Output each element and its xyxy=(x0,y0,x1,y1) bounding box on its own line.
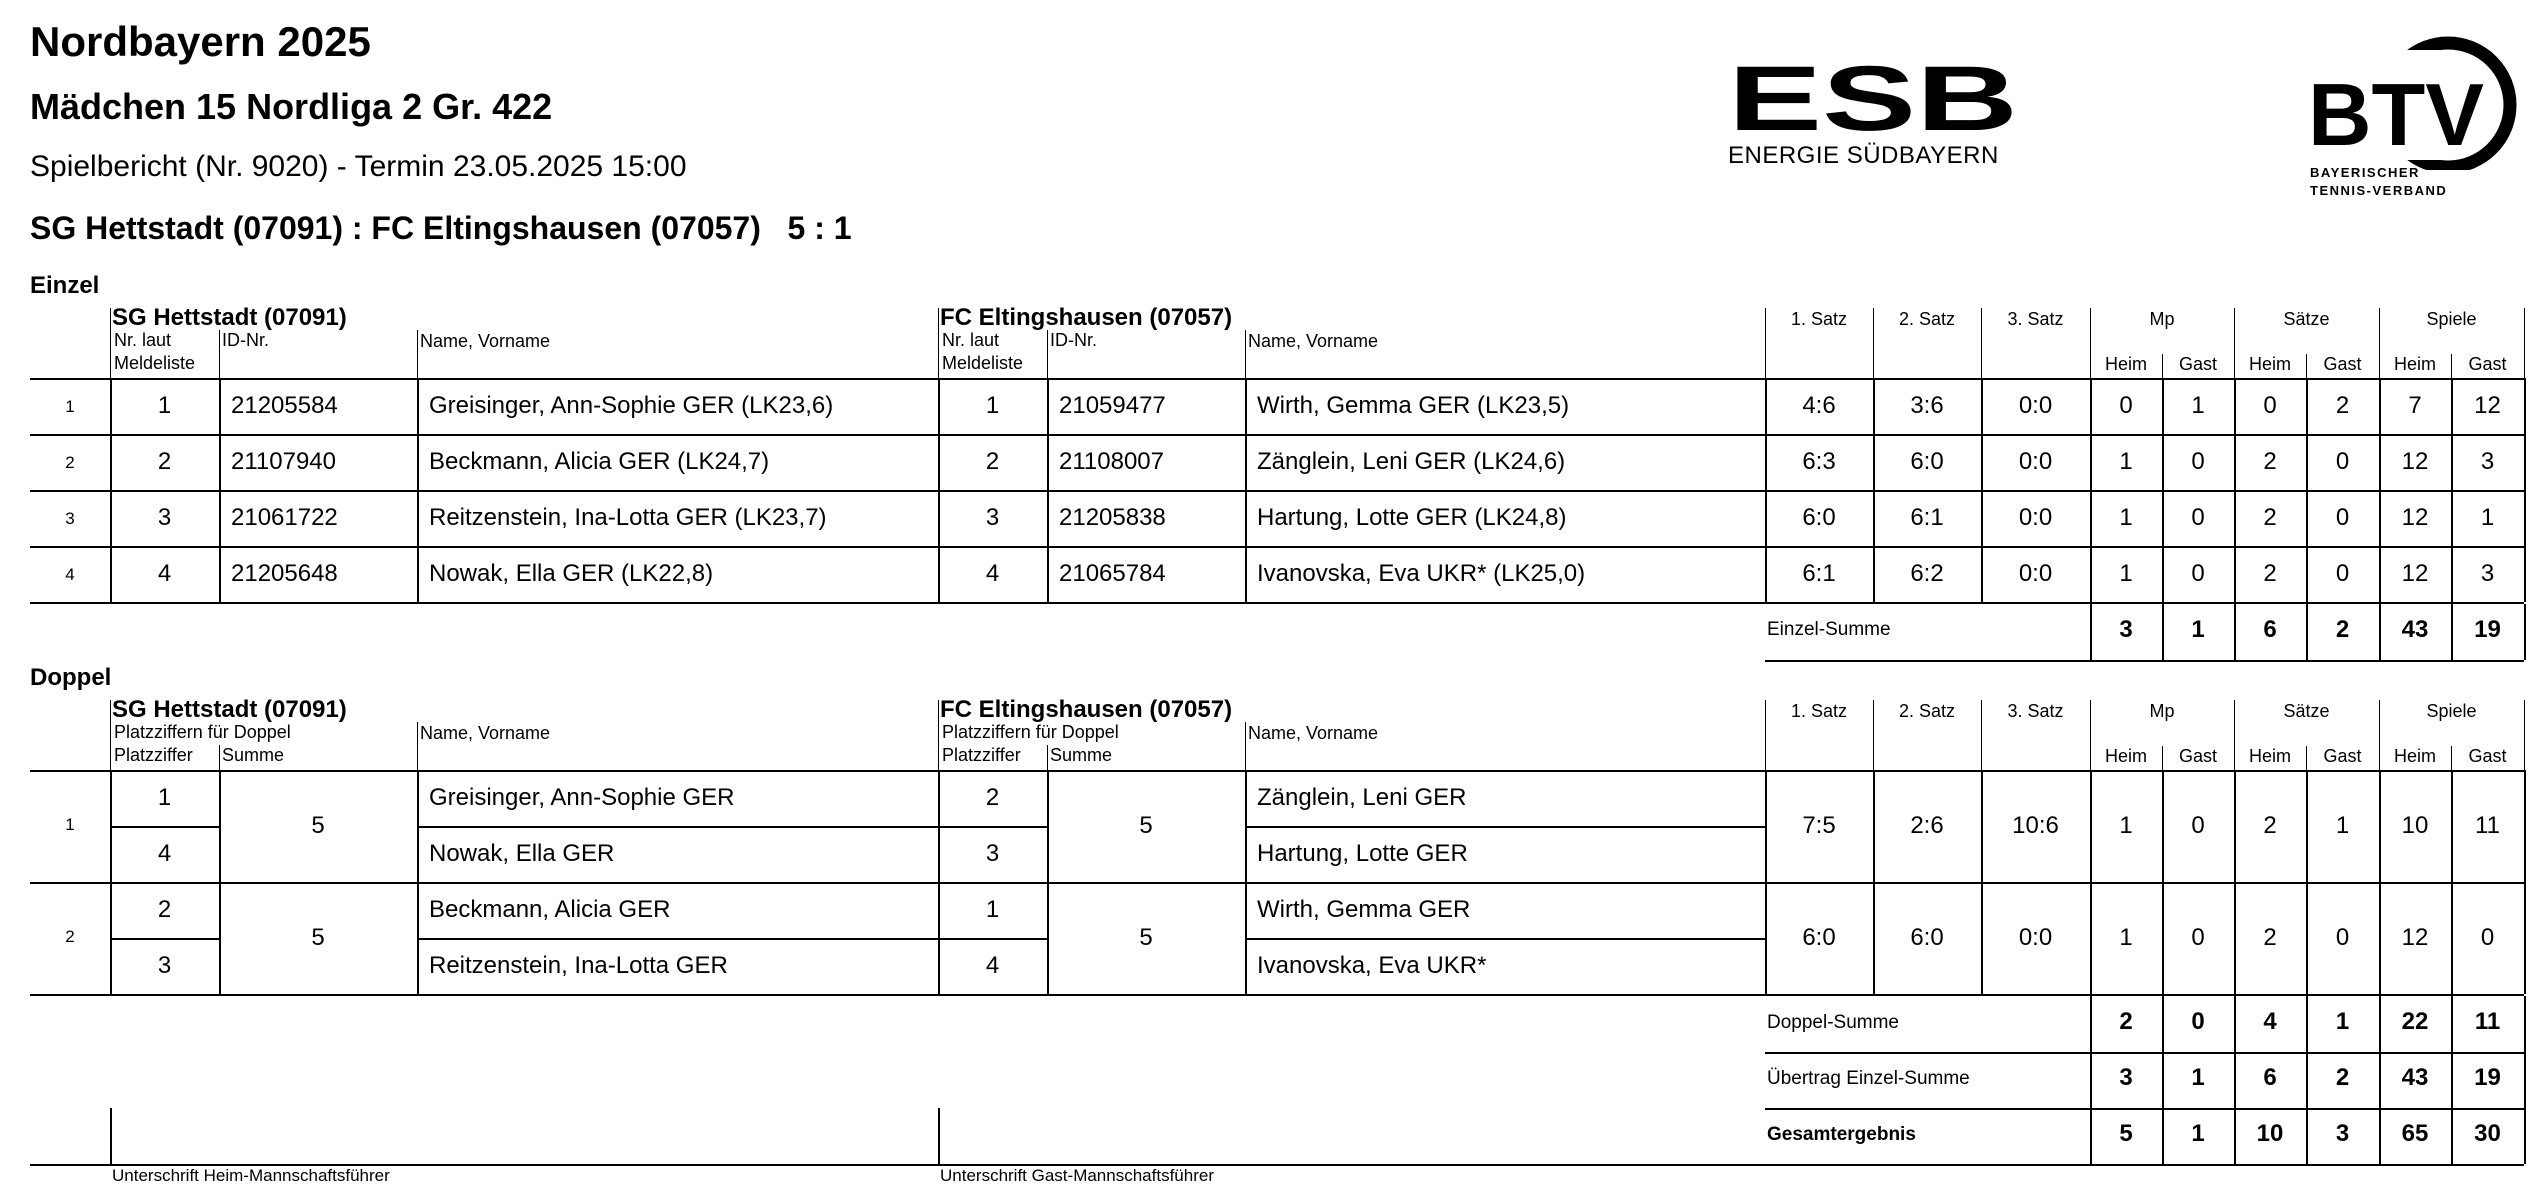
carry-label: Übertrag Einzel-Summe xyxy=(1767,1068,1970,1089)
doppel-cell-s1: 6:0 xyxy=(1802,924,1836,951)
carry-mp-g: 1 xyxy=(2191,1064,2205,1091)
einzel-sp-heim: Heim xyxy=(2393,354,2436,374)
einzel-cell-g-id: 21205838 xyxy=(1059,504,1166,531)
btv-line2: TENNIS-VERBAND xyxy=(2310,183,2448,198)
doppel-cell-h-name2: Nowak, Ella GER xyxy=(429,840,615,867)
doppel-g-pz-label: Platzziffer xyxy=(942,745,1021,765)
einzel-cell-mp-g: 0 xyxy=(2191,504,2205,531)
einzel-cell-g-name: Zänglein, Leni GER (LK24,6) xyxy=(1257,448,1566,475)
einzel-g-id-label: ID-Nr. xyxy=(1050,330,1097,350)
einzel-cell-s3: 0:0 xyxy=(2018,504,2053,531)
carry-sp-g: 19 xyxy=(2474,1064,2501,1091)
doppel-cell-sa-h: 2 xyxy=(2263,924,2277,951)
einzel-g-name-label: Name, Vorname xyxy=(1248,331,1379,351)
match-result: SG Hettstadt (07091) : FC Eltingshausen (07057) 5 : 1 xyxy=(30,210,852,246)
einzel-s1-label: 1. Satz xyxy=(1790,309,1848,329)
doppel-s3-label: 3. Satz xyxy=(2007,701,2064,721)
einzel-sum-sp-g: 19 xyxy=(2474,616,2501,643)
einzel-cell-sp-g: 3 xyxy=(2480,448,2495,475)
einzel-cell-h-id: 21107940 xyxy=(231,448,336,475)
einzel-sa-gast: Gast xyxy=(2323,354,2362,374)
doppel-sa-heim: Heim xyxy=(2248,746,2291,766)
doppel-cell-g-pz2: 3 xyxy=(985,840,1000,867)
esb-logo-text: ENERGIE SÜDBAYERN xyxy=(1728,142,1999,169)
doppel-cell-g-name2: Ivanovska, Eva UKR* xyxy=(1257,952,1487,979)
doppel-cell-h-sum: 5 xyxy=(311,812,325,839)
doppel-spiele-label: Spiele xyxy=(2426,701,2477,721)
einzel-cell-s2: 6:0 xyxy=(1910,448,1944,475)
einzel-cell-s2: 3:6 xyxy=(1910,392,1944,419)
doppel-cell-g-name1: Zänglein, Leni GER xyxy=(1257,784,1467,811)
doppel-cell-g-sum: 5 xyxy=(1139,924,1153,951)
einzel-cell-sa-g: 0 xyxy=(2335,504,2350,531)
doppel-cell-sp-g: 0 xyxy=(2480,924,2495,951)
total-mp-h: 5 xyxy=(2119,1120,2133,1147)
doppel-cell-sa-g: 0 xyxy=(2335,924,2350,951)
carry-sp-h: 43 xyxy=(2401,1064,2429,1091)
einzel-s2-label: 2. Satz xyxy=(1898,309,1956,329)
einzel-cell-h-id: 21205584 xyxy=(231,392,338,419)
einzel-cell-s1: 6:1 xyxy=(1802,560,1836,587)
einzel-sa-heim: Heim xyxy=(2248,354,2291,374)
einzel-cell-sa-g: 0 xyxy=(2335,448,2350,475)
total-sp-g: 30 xyxy=(2474,1120,2501,1147)
einzel-cell-g-name: Wirth, Gemma GER (LK23,5) xyxy=(1257,392,1570,419)
doppel-cell-h-pz1: 1 xyxy=(157,784,172,811)
doppel-mp-gast: Gast xyxy=(2178,746,2217,766)
doppel-g-pz-title: Platzziffern für Doppel xyxy=(942,722,1119,742)
doppel-sum-label: Doppel-Summe xyxy=(1767,1012,1899,1033)
doppel-g-name-label: Name, Vorname xyxy=(1248,723,1379,743)
einzel-cell-sa-g: 2 xyxy=(2335,392,2350,419)
doppel-cell-mp-g: 0 xyxy=(2191,924,2205,951)
report-info: Spielbericht (Nr. 9020) - Termin 23.05.2025 15:00 xyxy=(30,150,687,183)
esb-mark-text: ESB xyxy=(1728,58,2018,138)
einzel-cell-h-nr: 4 xyxy=(157,560,172,587)
doppel-cell-sp-h: 12 xyxy=(2401,924,2429,951)
doppel-cell-s3: 0:0 xyxy=(2018,924,2053,951)
doppel-h-name-label: Name, Vorname xyxy=(420,723,551,743)
einzel-cell-no: 4 xyxy=(65,565,75,584)
carry-mp-h: 3 xyxy=(2119,1064,2133,1091)
page-title: Nordbayern 2025 xyxy=(30,18,371,65)
doppel-cell-g-pz1: 2 xyxy=(985,784,1000,811)
einzel-cell-h-name: Nowak, Ella GER (LK22,8) xyxy=(429,560,714,587)
einzel-sum-mp-h: 3 xyxy=(2119,616,2133,643)
einzel-cell-mp-g: 0 xyxy=(2191,560,2205,587)
doppel-guest-team: FC Eltingshausen (07057) xyxy=(940,696,1233,723)
einzel-g-nr-label2: Meldeliste xyxy=(942,353,1024,373)
doppel-sum-mp-h: 2 xyxy=(2119,1008,2133,1035)
doppel-sp-gast: Gast xyxy=(2468,746,2507,766)
doppel-saetze-label: Sätze xyxy=(2283,701,2330,721)
doppel-cell-g-pz2: 4 xyxy=(985,952,1000,979)
carry-sa-h: 6 xyxy=(2263,1064,2277,1091)
doppel-sp-heim: Heim xyxy=(2393,746,2436,766)
einzel-cell-s1: 4:6 xyxy=(1802,392,1836,419)
einzel-cell-sa-h: 0 xyxy=(2263,392,2277,419)
einzel-cell-sp-g: 1 xyxy=(2480,504,2495,531)
doppel-sa-gast: Gast xyxy=(2323,746,2362,766)
doppel-section-label: Doppel xyxy=(30,664,112,691)
doppel-cell-s2: 6:0 xyxy=(1910,924,1944,951)
einzel-cell-h-nr: 1 xyxy=(157,392,172,419)
einzel-cell-sa-h: 2 xyxy=(2263,560,2277,587)
einzel-cell-h-id: 21205648 xyxy=(231,560,338,587)
doppel-mp-label: Mp xyxy=(2149,701,2175,721)
home-signature-box[interactable] xyxy=(110,1108,112,1164)
doppel-cell-h-name1: Beckmann, Alicia GER xyxy=(429,896,671,923)
einzel-cell-s1: 6:0 xyxy=(1802,504,1836,531)
doppel-cell-sa-h: 2 xyxy=(2263,812,2277,839)
einzel-cell-sp-h: 12 xyxy=(2401,448,2429,475)
einzel-cell-s2: 6:2 xyxy=(1910,560,1944,587)
guest-signature-box[interactable] xyxy=(938,1108,940,1164)
doppel-cell-g-pz1: 1 xyxy=(985,896,1000,923)
einzel-cell-g-id: 21065784 xyxy=(1059,560,1166,587)
esb-logo xyxy=(1728,58,2018,178)
einzel-cell-g-nr: 2 xyxy=(985,448,1000,475)
total-label: Gesamtergebnis xyxy=(1767,1124,1916,1145)
doppel-sum-sp-g: 11 xyxy=(2474,1008,2501,1035)
btv-mark-text: BTV xyxy=(2308,65,2484,164)
doppel-cell-sp-h: 10 xyxy=(2401,812,2429,839)
einzel-cell-g-nr: 3 xyxy=(985,504,1000,531)
doppel-cell-sp-g: 11 xyxy=(2475,812,2500,839)
einzel-cell-h-id: 21061722 xyxy=(231,504,338,531)
btv-logo-mark xyxy=(2300,30,2530,170)
einzel-guest-team: FC Eltingshausen (07057) xyxy=(940,304,1233,331)
doppel-cell-h-pz2: 3 xyxy=(157,952,172,979)
doppel-cell-g-sum: 5 xyxy=(1139,812,1153,839)
einzel-mp-label: Mp xyxy=(2149,309,2175,329)
einzel-h-id-label: ID-Nr. xyxy=(222,330,269,350)
einzel-cell-mp-h: 1 xyxy=(2119,504,2133,531)
total-sp-h: 65 xyxy=(2401,1120,2429,1147)
einzel-h-name-label: Name, Vorname xyxy=(420,331,551,351)
einzel-mp-gast: Gast xyxy=(2178,354,2217,374)
doppel-s1-label: 1. Satz xyxy=(1790,701,1848,721)
einzel-cell-s3: 0:0 xyxy=(2018,448,2053,475)
einzel-cell-no: 2 xyxy=(65,453,75,472)
doppel-cell-mp-g: 0 xyxy=(2191,812,2205,839)
einzel-sum-sa-g: 2 xyxy=(2335,616,2350,643)
einzel-cell-g-id: 21108007 xyxy=(1059,448,1164,475)
einzel-sum-mp-g: 1 xyxy=(2191,616,2205,643)
einzel-cell-mp-h: 0 xyxy=(2119,392,2133,419)
doppel-cell-h-pz2: 4 xyxy=(157,840,172,867)
einzel-cell-g-name: Hartung, Lotte GER (LK24,8) xyxy=(1257,504,1567,531)
einzel-saetze-label: Sätze xyxy=(2283,309,2330,329)
einzel-cell-h-name: Reitzenstein, Ina-Lotta GER (LK23,7) xyxy=(429,504,827,531)
einzel-spiele-label: Spiele xyxy=(2426,309,2477,329)
doppel-cell-s2: 2:6 xyxy=(1910,812,1944,839)
einzel-sum-label: Einzel-Summe xyxy=(1767,619,1891,640)
einzel-home-team: SG Hettstadt (07091) xyxy=(112,304,347,331)
einzel-cell-sa-h: 2 xyxy=(2263,504,2277,531)
league-title: Mädchen 15 Nordliga 2 Gr. 422 xyxy=(30,86,553,127)
einzel-cell-g-name: Ivanovska, Eva UKR* (LK25,0) xyxy=(1257,560,1586,587)
einzel-cell-sp-g: 3 xyxy=(2480,560,2495,587)
einzel-cell-mp-g: 0 xyxy=(2191,448,2205,475)
einzel-cell-no: 3 xyxy=(65,509,75,528)
einzel-mp-heim: Heim xyxy=(2104,354,2147,374)
einzel-cell-sp-h: 12 xyxy=(2401,560,2429,587)
einzel-cell-h-name: Beckmann, Alicia GER (LK24,7) xyxy=(429,448,770,475)
einzel-cell-s3: 0:0 xyxy=(2018,392,2053,419)
doppel-cell-g-name2: Hartung, Lotte GER xyxy=(1257,840,1468,867)
doppel-sum-sa-g: 1 xyxy=(2335,1008,2350,1035)
einzel-section-label: Einzel xyxy=(30,272,100,299)
btv-logo xyxy=(2300,30,2530,210)
einzel-s3-label: 3. Satz xyxy=(2007,309,2064,329)
doppel-cell-sa-g: 1 xyxy=(2335,812,2350,839)
esb-logo-mark xyxy=(1728,58,2018,138)
einzel-sp-gast: Gast xyxy=(2468,354,2507,374)
einzel-cell-sp-g: 12 xyxy=(2474,392,2501,419)
doppel-cell-h-name1: Greisinger, Ann-Sophie GER xyxy=(429,784,735,811)
einzel-cell-no: 1 xyxy=(65,397,75,416)
doppel-cell-s3: 10:6 xyxy=(2012,812,2059,839)
doppel-cell-h-pz1: 2 xyxy=(157,896,172,923)
home-signature-label: Unterschrift Heim-Mannschaftsführer xyxy=(112,1166,390,1185)
einzel-cell-h-nr: 2 xyxy=(157,448,172,475)
einzel-cell-g-id: 21059477 xyxy=(1059,392,1166,419)
doppel-home-team: SG Hettstadt (07091) xyxy=(112,696,347,723)
doppel-cell-no: 1 xyxy=(65,815,75,834)
einzel-cell-g-nr: 4 xyxy=(985,560,1000,587)
einzel-cell-h-nr: 3 xyxy=(157,504,172,531)
einzel-cell-mp-h: 1 xyxy=(2119,448,2133,475)
doppel-sum-sp-h: 22 xyxy=(2401,1008,2429,1035)
einzel-sum-sp-h: 43 xyxy=(2401,616,2429,643)
einzel-cell-mp-h: 1 xyxy=(2119,560,2133,587)
einzel-cell-sa-h: 2 xyxy=(2263,448,2277,475)
einzel-sum-sa-h: 6 xyxy=(2263,616,2277,643)
doppel-cell-mp-h: 1 xyxy=(2119,924,2133,951)
total-sa-g: 3 xyxy=(2335,1120,2350,1147)
doppel-cell-mp-h: 1 xyxy=(2119,812,2133,839)
doppel-sum-sa-h: 4 xyxy=(2263,1008,2277,1035)
einzel-cell-s1: 6:3 xyxy=(1802,448,1836,475)
total-sa-h: 10 xyxy=(2256,1120,2284,1147)
einzel-cell-sa-g: 0 xyxy=(2335,560,2350,587)
doppel-h-pz-title: Platzziffern für Doppel xyxy=(114,722,291,742)
total-mp-g: 1 xyxy=(2191,1120,2205,1147)
einzel-cell-s3: 0:0 xyxy=(2018,560,2053,587)
doppel-sum-mp-g: 0 xyxy=(2191,1008,2205,1035)
doppel-cell-h-sum: 5 xyxy=(311,924,325,951)
einzel-cell-h-name: Greisinger, Ann-Sophie GER (LK23,6) xyxy=(429,392,834,419)
einzel-cell-sp-h: 7 xyxy=(2408,392,2422,419)
btv-line1: BAYERISCHER xyxy=(2310,165,2420,180)
doppel-h-sum-label: Summe xyxy=(222,745,285,765)
carry-sa-g: 2 xyxy=(2335,1064,2350,1091)
einzel-g-nr-label1: Nr. laut xyxy=(942,330,1000,350)
guest-signature-label: Unterschrift Gast-Mannschaftsführer xyxy=(940,1166,1214,1185)
doppel-cell-h-name2: Reitzenstein, Ina-Lotta GER xyxy=(429,952,728,979)
doppel-cell-s1: 7:5 xyxy=(1802,812,1836,839)
einzel-cell-mp-g: 1 xyxy=(2191,392,2205,419)
doppel-s2-label: 2. Satz xyxy=(1898,701,1956,721)
einzel-cell-g-nr: 1 xyxy=(985,392,1000,419)
doppel-mp-heim: Heim xyxy=(2104,746,2147,766)
doppel-g-sum-label: Summe xyxy=(1050,745,1113,765)
einzel-cell-sp-h: 12 xyxy=(2401,504,2429,531)
doppel-h-pz-label: Platzziffer xyxy=(114,745,193,765)
einzel-cell-s2: 6:1 xyxy=(1910,504,1944,531)
doppel-cell-g-name1: Wirth, Gemma GER xyxy=(1257,896,1471,923)
doppel-cell-no: 2 xyxy=(65,927,75,946)
einzel-h-nr-label2: Meldeliste xyxy=(114,353,196,373)
einzel-h-nr-label1: Nr. laut xyxy=(114,330,172,350)
